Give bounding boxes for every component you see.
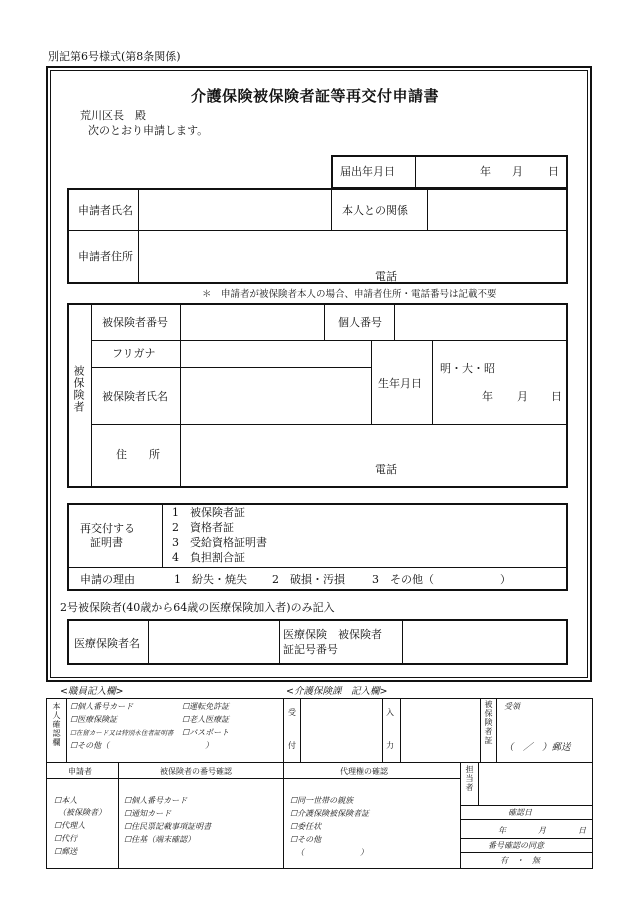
applicant-address-label: 申請者住所 xyxy=(78,250,133,263)
personal-number-label: 個人番号 xyxy=(338,316,382,329)
check-mail[interactable]: ☐郵送 xyxy=(54,847,78,856)
check-number-juki[interactable]: ☐住基（端末確認） xyxy=(124,835,196,844)
medical-number-label: 医療保険 被保険者 xyxy=(283,628,382,641)
check-drivers-license[interactable]: ☐運転免許証 xyxy=(182,702,230,711)
reissue-label: 再交付する xyxy=(80,522,135,535)
era-options: 明・大・昭 xyxy=(440,362,495,375)
check-proxy[interactable]: ☐代行 xyxy=(54,834,78,843)
input-label-bottom: 力 xyxy=(386,741,394,750)
check-residence-card[interactable]: ☐在留カード又は特別永住者証明書 xyxy=(70,729,174,737)
addressee: 荒川区長 殿 xyxy=(80,109,146,122)
relation-label: 本人との関係 xyxy=(342,204,408,217)
check-proxy-family[interactable]: ☐同一世帯の親族 xyxy=(290,796,354,805)
check-other[interactable]: ☐その他（ ） xyxy=(70,741,214,750)
insured-number-label: 被保険者番号 xyxy=(102,316,168,329)
bottom-header-proxy: 代理権の確認 xyxy=(340,767,388,776)
reason-option-2[interactable]: 2 破損・汚損 xyxy=(272,573,345,586)
applicant-address-input[interactable] xyxy=(142,234,564,280)
medical-insurer-input[interactable] xyxy=(152,623,275,661)
check-passport[interactable]: ☐パスポート xyxy=(182,728,230,737)
confirm-date-label: 確認日 xyxy=(508,808,532,817)
consent-label: 番号確認の同意 xyxy=(488,841,544,850)
medical-insurer-label: 医療保険者名 xyxy=(74,637,140,650)
mail-date: （ ／ ）郵送 xyxy=(504,742,571,753)
filing-date-input[interactable] xyxy=(420,158,564,185)
reissue-item-4[interactable]: 4 負担割合証 xyxy=(172,551,245,564)
reissue-item-3[interactable]: 3 受給資格証明書 xyxy=(172,536,267,549)
insured-name-input[interactable] xyxy=(184,370,368,421)
receipt-label-1-bottom: 付 xyxy=(288,741,296,750)
staff-side-label: 本人確認欄 xyxy=(52,702,61,747)
type2-note: 2号被保険者(40歳から64歳の医療保険加入者)のみ記入 xyxy=(60,601,335,614)
applicant-name-input[interactable] xyxy=(142,192,327,226)
relation-input[interactable] xyxy=(431,192,564,226)
check-number-notice[interactable]: ☐通知カード xyxy=(124,809,172,818)
note-text: ＊ 申請者が被保険者本人の場合、申請者住所・電話番号は記載不要 xyxy=(202,289,497,300)
insured-card-label: 被保険者証 xyxy=(484,700,493,745)
staff-header: <職員記入欄> xyxy=(60,686,124,697)
insured-address-input[interactable] xyxy=(184,428,564,484)
birth-date-label: 生年月日 xyxy=(378,377,422,390)
check-elderly-medical[interactable]: ☐老人医療証 xyxy=(182,715,230,724)
birth-date-input[interactable] xyxy=(436,344,564,421)
furigana-label: フリガナ xyxy=(112,347,156,360)
personal-number-input[interactable] xyxy=(398,307,564,337)
check-mynumber-card[interactable]: ☐個人番号カード xyxy=(70,702,134,711)
filing-date-label: 届出年月日 xyxy=(340,165,395,178)
section-header: <介護保険課 記入欄> xyxy=(286,686,388,697)
received-label: 受領 xyxy=(504,702,520,711)
bottom-header-applicant: 申請者 xyxy=(68,767,92,776)
receipt-label-1: 受 xyxy=(288,708,296,717)
check-proxy-letter[interactable]: ☐委任状 xyxy=(290,822,322,831)
applicant-name-label: 申請者氏名 xyxy=(78,204,133,217)
check-agent[interactable]: ☐代理人 xyxy=(54,821,86,830)
intro-text: 次のとおり申請します。 xyxy=(88,124,209,137)
bottom-header-number: 被保険者の番号確認 xyxy=(160,767,232,776)
check-number-resident[interactable]: ☐住民票記載事項証明書 xyxy=(124,822,212,831)
applicant-phone-label: 電話 xyxy=(375,270,397,283)
furigana-input[interactable] xyxy=(184,343,368,365)
medical-number-input[interactable] xyxy=(406,623,564,661)
form-title: 介護保険被保険者証等再交付申請書 xyxy=(190,87,439,105)
reissue-item-1[interactable]: 1 被保険者証 xyxy=(172,506,245,519)
check-self[interactable]: ☐本人 xyxy=(54,796,78,805)
insured-number-input[interactable] xyxy=(184,307,320,337)
check-health-insurance[interactable]: ☐医療保険証 xyxy=(70,715,118,724)
staff-in-charge-label: 担当者 xyxy=(465,765,474,792)
reissue-item-2[interactable]: 2 資格者証 xyxy=(172,521,234,534)
insured-side-label: 被保険者 xyxy=(72,365,85,413)
check-number-mynumber[interactable]: ☐個人番号カード xyxy=(124,796,188,805)
check-proxy-card[interactable]: ☐介護保険被保険者証 xyxy=(290,809,370,818)
insured-address-label: 住 所 xyxy=(116,448,160,461)
insured-name-label: 被保険者氏名 xyxy=(102,390,168,403)
reason-label: 申請の理由 xyxy=(80,573,135,586)
reason-option-3[interactable]: 3 その他（ ） xyxy=(372,573,511,586)
check-proxy-other[interactable]: ☐その他 xyxy=(290,835,322,844)
reason-option-1[interactable]: 1 紛失・焼失 xyxy=(174,573,247,586)
form-id: 別記第6号様式(第8条関係) xyxy=(48,50,181,63)
input-label: 入 xyxy=(386,708,394,717)
consent-options[interactable]: 有 ・ 無 xyxy=(500,856,540,865)
insured-phone-label: 電話 xyxy=(375,463,397,476)
